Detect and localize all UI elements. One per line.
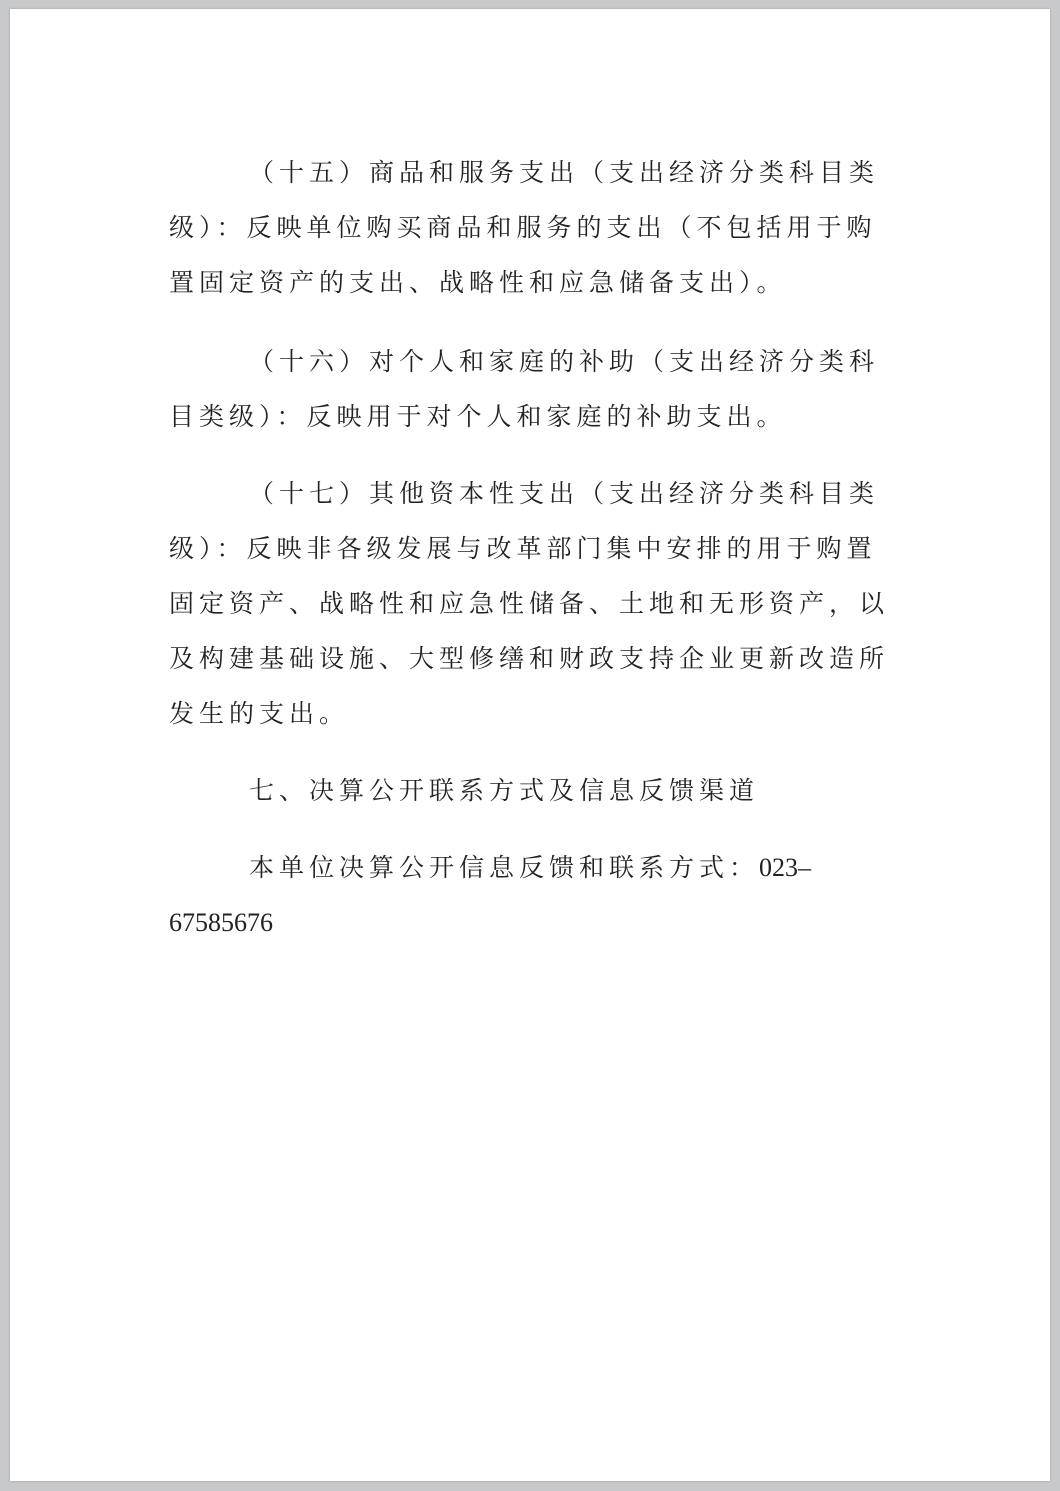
contact-line — [169, 840, 899, 950]
paragraph-goods-services: （十五）商品和服务支出（支出经济分类科目类级）：反映单位购买商品和服务的支出（不包括用于购置固定资产的支出、战略性和应急储备支出）。 — [169, 158, 880, 297]
paragraph-household-subsidy: （十六）对个人和家庭的补助（支出经济分类科目类级）：反映用于对个人和家庭的补助支出。 — [169, 347, 880, 431]
document-body — [169, 145, 899, 950]
paragraph-other-capital: （十七）其他资本性支出（支出经济分类科目类级）：反映非各级发展与改革部门集中安排的用于购置固定资产、战略性和应急性储备、土地和无形资产，以及构建基础设施、大型修缮和财政支持企业更新改造所发生的支出。 — [169, 479, 890, 728]
document-page — [10, 9, 1050, 1481]
section-heading: 七、决算公开联系方式及信息反馈渠道 — [249, 776, 760, 805]
contact-phone: 023–67585676 — [169, 853, 812, 937]
contact-label: 本单位决算公开信息反馈和联系方式： — [249, 853, 760, 882]
